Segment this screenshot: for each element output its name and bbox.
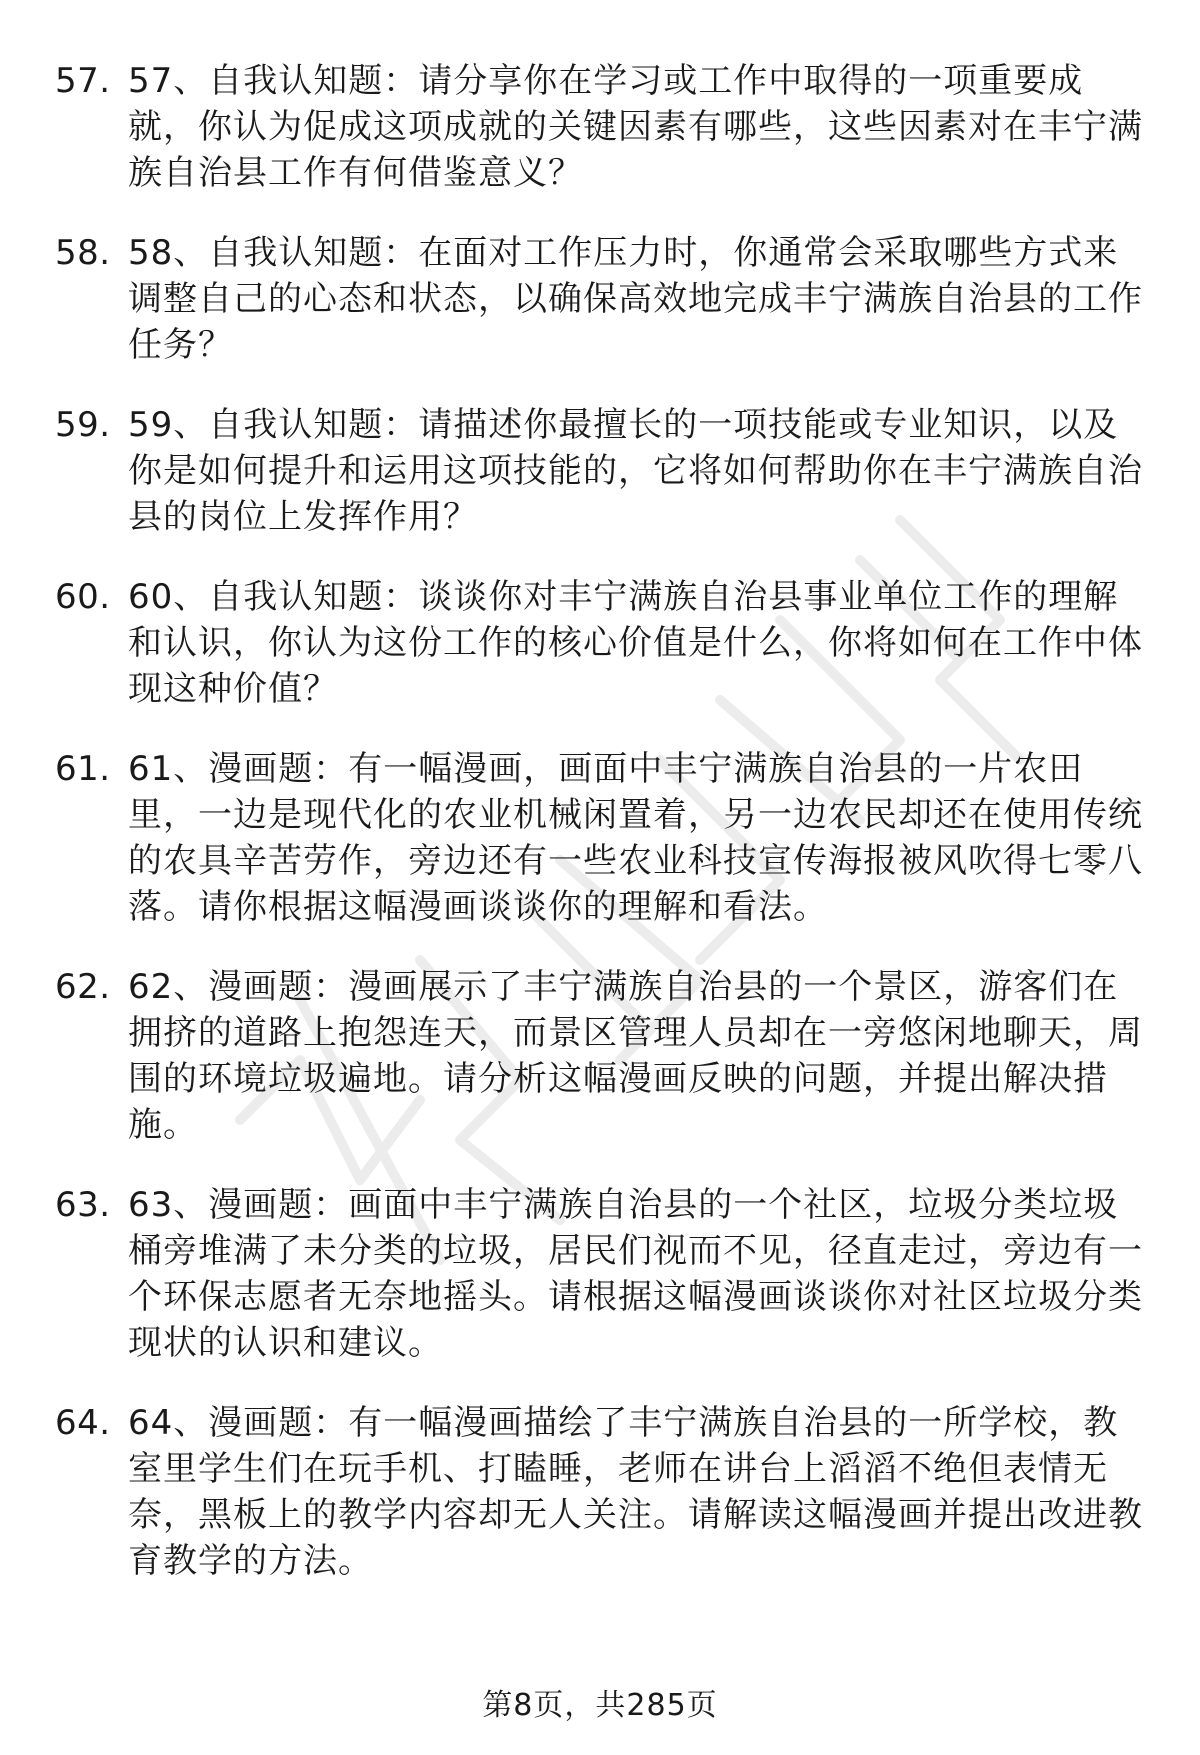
question-number: 57. (55, 61, 111, 101)
question-text: 60、自我认知题：谈谈你对丰宁满族自治县事业单位工作的理解和认识，你认为这份工作的核心价值是什么，你将如何在工作中体现这种价值？ (128, 577, 1143, 709)
list-item (55, 1400, 1145, 1584)
question-text: 62、漫画题：漫画展示了丰宁满族自治县的一个景区，游客们在拥挤的道路上抱怨连天，而景区管理人员却在一旁悠闲地聊天，周围的环境垃圾遍地。请分析这幅漫画反映的问题，并提出解决措施。 (128, 967, 1143, 1145)
question-number: 58. (55, 233, 111, 273)
question-number: 64. (55, 1403, 111, 1443)
question-number: 60. (55, 577, 111, 617)
question-text: 59、自我认知题：请描述你最擅长的一项技能或专业知识，以及你是如何提升和运用这项技能的，它将如何帮助你在丰宁满族自治县的岗位上发挥作用？ (128, 405, 1143, 537)
list-item (55, 1182, 1145, 1366)
question-number: 59. (55, 405, 111, 445)
question-number: 62. (55, 967, 111, 1007)
question-number: 61. (55, 749, 111, 789)
page-footer: 第8页，共285页 (482, 1688, 718, 1723)
list-item (55, 230, 1145, 368)
question-text: 57、自我认知题：请分享你在学习或工作中取得的一项重要成就，你认为促成这项成就的关键因素有哪些，这些因素对在丰宁满族自治县工作有何借鉴意义？ (128, 61, 1143, 193)
question-text: 63、漫画题：画面中丰宁满族自治县的一个社区，垃圾分类垃圾桶旁堆满了未分类的垃圾，居民们视而不见，径直走过，旁边有一个环保志愿者无奈地摇头。请根据这幅漫画谈谈你对社区垃圾分类现状的认识和建议。 (128, 1185, 1143, 1363)
list-item (55, 746, 1145, 930)
list-item (55, 58, 1145, 196)
question-number: 63. (55, 1185, 111, 1225)
question-text: 58、自我认知题：在面对工作压力时，你通常会采取哪些方式来调整自己的心态和状态，以确保高效地完成丰宁满族自治县的工作任务？ (128, 233, 1143, 365)
question-text: 64、漫画题：有一幅漫画描绘了丰宁满族自治县的一所学校，教室里学生们在玩手机、打瞌睡，老师在讲台上滔滔不绝但表情无奈，黑板上的教学内容却无人关注。请解读这幅漫画并提出改进教育教学的方法。 (128, 1403, 1143, 1581)
question-text: 61、漫画题：有一幅漫画，画面中丰宁满族自治县的一片农田里，一边是现代化的农业机械闲置着，另一边农民却还在使用传统的农具辛苦劳作，旁边还有一些农业科技宣传海报被风吹得七零八落。请你根据这幅漫画谈谈你的理解和看法。 (128, 749, 1143, 927)
question-list (55, 58, 1145, 1618)
list-item (55, 964, 1145, 1148)
list-item (55, 574, 1145, 712)
list-item (55, 402, 1145, 540)
